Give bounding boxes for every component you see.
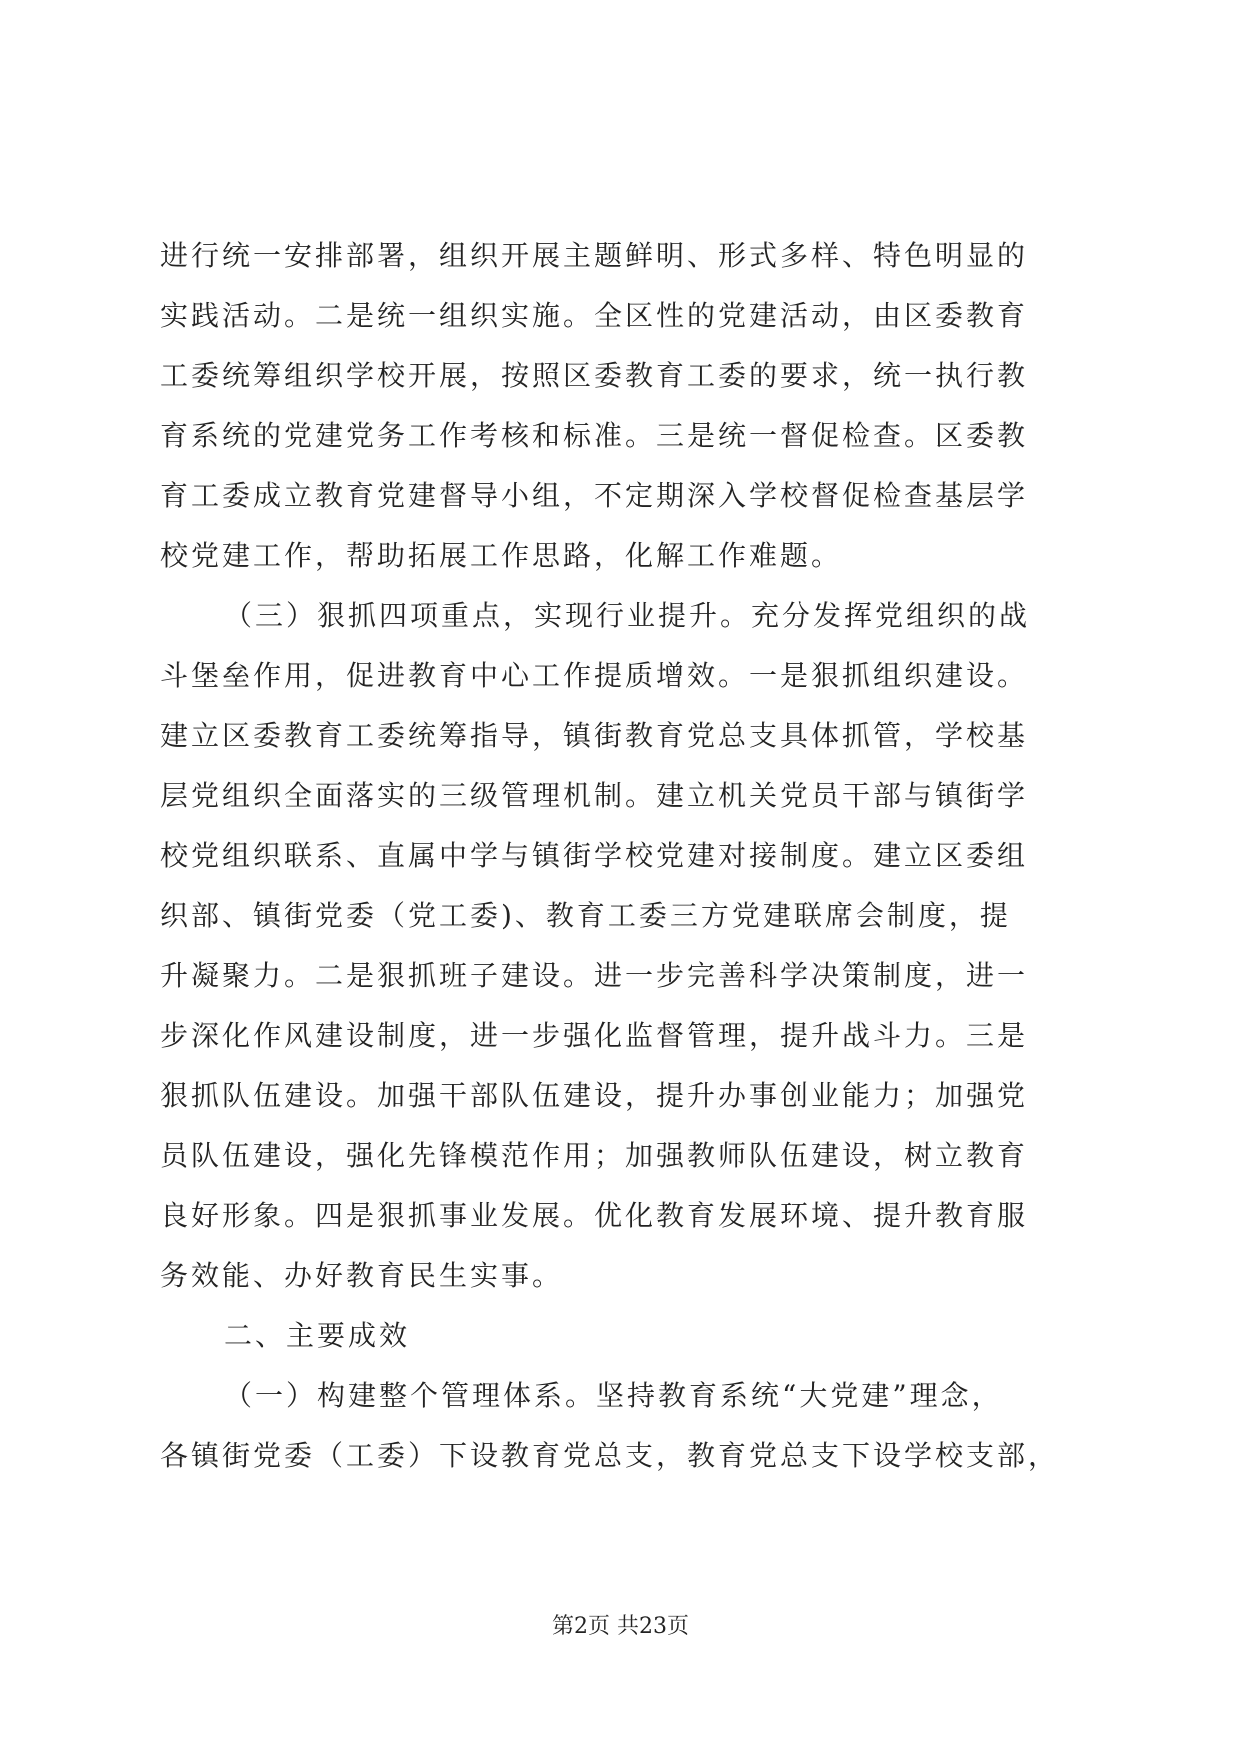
text-line: 进行统一安排部署，组织开展主题鲜明、形式多样、特色明显的 (160, 239, 1029, 272)
text-line: 织部、镇街党委（党工委)、教育工委三方党建联席会制度，提 (160, 899, 1011, 932)
text-line: 育工委成立教育党建督导小组，不定期深入学校督促检查基层学 (160, 479, 1029, 512)
text-line: 建立区委教育工委统筹指导，镇街教育党总支具体抓管，学校基 (160, 719, 1029, 752)
text-line: 校党建工作，帮助拓展工作思路，化解工作难题。 (160, 539, 843, 572)
page-number-footer: 第2页 共23页 (552, 1614, 689, 1639)
text-line: 工委统筹组织学校开展，按照区委教育工委的要求，统一执行教 (160, 359, 1029, 392)
text-line: 务效能、办好教育民生实事。 (160, 1259, 564, 1292)
text-line: 层党组织全面落实的三级管理机制。建立机关党员干部与镇街学 (160, 779, 1029, 812)
text-line: 实践活动。二是统一组织实施。全区性的党建活动，由区委教育 (160, 299, 1029, 332)
text-line: 员队伍建设，强化先锋模范作用；加强教师队伍建设，树立教育 (160, 1139, 1029, 1172)
document-body (160, 226, 1080, 1486)
text-line: 升凝聚力。二是狠抓班子建设。进一步完善科学决策制度，进一 (160, 959, 1029, 992)
text-line: 良好形象。四是狠抓事业发展。优化教育发展环境、提升教育服 (160, 1199, 1029, 1232)
text-line: 各镇街党委（工委）下设教育党总支，教育党总支下设学校支部， (160, 1439, 1060, 1472)
text-line: 校党组织联系、直属中学与镇街学校党建对接制度。建立区委组 (160, 839, 1029, 872)
text-line: （三）狠抓四项重点，实现行业提升。充分发挥党组织的战 (224, 599, 1031, 632)
text-line: 步深化作风建设制度，进一步强化监督管理，提升战斗力。三是 (160, 1019, 1029, 1052)
text-line: 斗堡垒作用，促进教育中心工作提质增效。一是狠抓组织建设。 (160, 659, 1029, 692)
section-heading: 二、主要成效 (224, 1319, 411, 1352)
text-line: （一）构建整个管理体系。坚持教育系统“大党建”理念， (224, 1379, 1003, 1412)
text-line: 育系统的党建党务工作考核和标准。三是统一督促检查。区委教 (160, 419, 1029, 452)
text-line: 狠抓队伍建设。加强干部队伍建设，提升办事创业能力；加强党 (160, 1079, 1029, 1112)
